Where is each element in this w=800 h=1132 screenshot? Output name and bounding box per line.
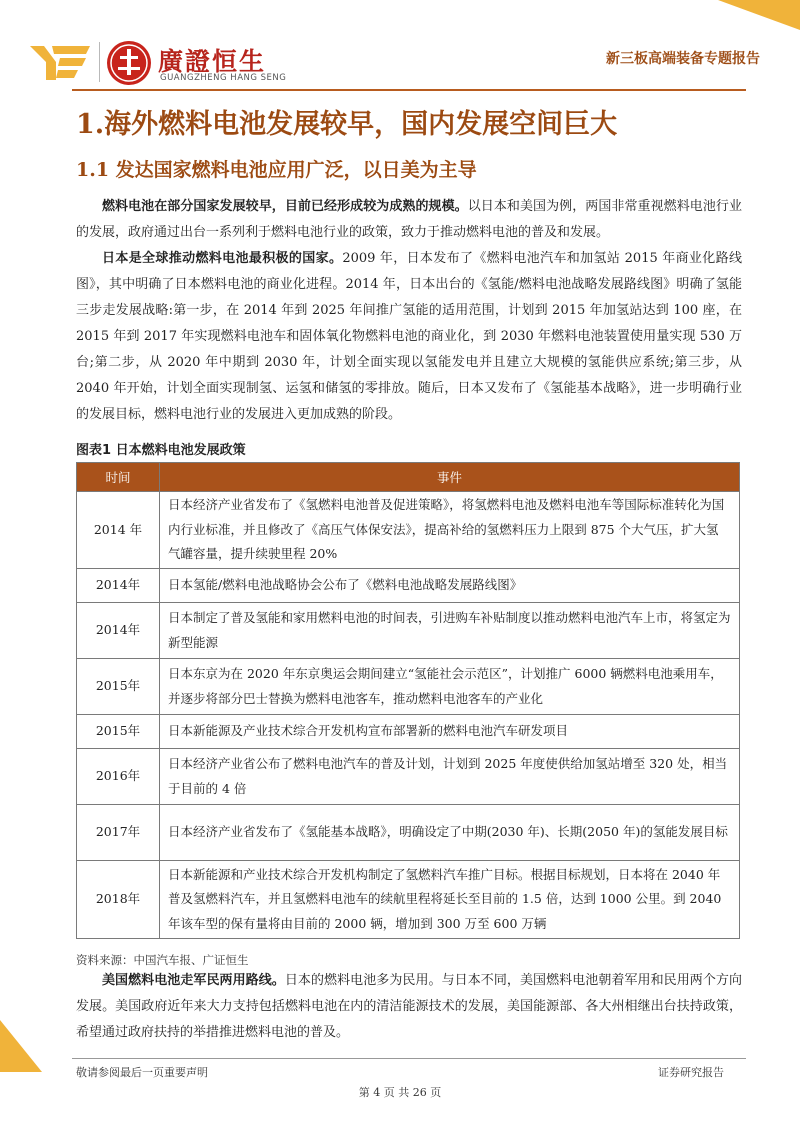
section-title: 1.海外燃料电池发展较早，国内发展空间巨大 <box>76 109 618 140</box>
logo-chinese-name: 廣證恒生 <box>158 47 267 76</box>
header-divider <box>72 89 746 91</box>
row-year: 2014 年 <box>77 492 160 569</box>
table-row <box>77 861 740 939</box>
corner-decoration-top <box>718 0 800 30</box>
table-row <box>77 749 740 805</box>
report-title: 新三板高端装备专题报告 <box>606 51 760 67</box>
row-year: 2015年 <box>77 659 160 715</box>
brand-logo-icon <box>30 40 90 82</box>
paragraph-lead: 美国燃料电池走军民两用路线。 <box>102 973 285 988</box>
row-event: 日本东京为在 2020 年东京奥运会期间建立“氢能社会示范区”，计划推广 6000 辆燃料电池乘用车，并逐步将部分巴士替换为燃料电池客车，推动燃料电池客车的产业化 <box>160 659 740 715</box>
seal-logo-icon <box>106 40 152 86</box>
table-row <box>77 715 740 749</box>
paragraph-body: 2009 年，日本发布了《燃料电池汽车和加氢站 2015 年商业化路线图》，其中明确了日本燃料电池的商业化进程。2014 年，日本出台的《氢能/燃料电池战略发展路线图》明确了氢能三步走发展战略:第一步，在 2014 年到 2025 年间推广氢能的适用范围，计划到 2015 年加氢站达到 100 座，在 2015 年到 2017 年实现燃料电池车和固体氧化物燃料电池的商业化，到 2030 年燃料电池装置使用量实现 530 万台;第二步，从 2020 年中期到 2030 年，计划全面实现以氢能发电并且建立大规模的氢能供应系统;第三步，从 2040 年开始，计划全面实现制氢、运氢和储氢的零排放。随后，日本又发布了《氢能基本战略》，进一步明确行业的发展目标，燃料电池行业的发展进入更加成熟的阶段。 <box>76 251 742 422</box>
paragraph-body: 以日本和美国为例，两国非常重视燃料电池行业的发展，政府通过出台一系列利于燃料电池行业的政策，致力于推动燃料电池的普及和发展。 <box>76 199 742 240</box>
paragraph-lead: 日本是全球推动燃料电池最积极的国家。 <box>102 251 343 266</box>
table-row <box>77 805 740 861</box>
row-event: 日本经济产业省发布了《氢燃料电池普及促进策略》，将氢燃料电池及燃料电池车等国际标准转化为国内行业标准，并且修改了《高压气体保安法》，提高补给的氢燃料压力上限到 875 个大气压，扩大氢气罐容量，提升续驶里程 20% <box>160 492 740 569</box>
row-year: 2015年 <box>77 715 160 749</box>
table-row <box>77 603 740 659</box>
footer-divider <box>72 1058 746 1059</box>
row-year: 2017年 <box>77 805 160 861</box>
table-row <box>77 659 740 715</box>
paragraph-japan <box>76 246 742 428</box>
row-year: 2014年 <box>77 603 160 659</box>
logo-separator <box>99 42 100 82</box>
disclaimer-note: 敬请参阅最后一页重要声明 <box>76 1066 208 1079</box>
column-header-event: 事件 <box>160 463 740 492</box>
paragraph-lead: 燃料电池在部分国家发展较早，目前已经形成较为成熟的规模。 <box>102 199 468 214</box>
row-event: 日本新能源及产业技术综合开发机构宣布部署新的燃料电池汽车研发项目 <box>160 715 740 749</box>
subsection-title: 1.1 发达国家燃料电池应用广泛，以日美为主导 <box>76 159 477 181</box>
table-title: 图表1 日本燃料电池发展政策 <box>76 443 246 458</box>
row-event: 日本制定了普及氢能和家用燃料电池的时间表，引进购车补贴制度以推动燃料电池汽车上市，将氢定为新型能源 <box>160 603 740 659</box>
row-year: 2018年 <box>77 861 160 939</box>
table-row <box>77 569 740 603</box>
logo-english-name: GUANGZHENG HANG SENG <box>160 73 287 83</box>
row-event: 日本氢能/燃料电池战略协会公布了《燃料电池战略发展路线图》 <box>160 569 740 603</box>
row-event: 日本经济产业省公布了燃料电池汽车的普及计划，计划到 2025 年度使供给加氢站增至 320 处，相当于目前的 4 倍 <box>160 749 740 805</box>
column-header-time: 时间 <box>77 463 160 492</box>
table-header-row <box>77 463 740 492</box>
policy-table <box>76 462 740 939</box>
table-row <box>77 492 740 569</box>
paragraph-body: 日本的燃料电池多为民用。与日本不同，美国燃料电池朝着军用和民用两个方向发展。美国政府近年来大力支持包括燃料电池在内的清洁能源技术的发展，美国能源部、各大州相继出台扶持政策，希望通过政府扶持的举措推进燃料电池的普及。 <box>76 973 742 1040</box>
row-year: 2016年 <box>77 749 160 805</box>
table-source: 资料来源：中国汽车报、广证恒生 <box>76 953 249 967</box>
row-event: 日本经济产业省发布了《氢能基本战略》，明确设定了中期(2030 年)、长期(2050 年)的氢能发展目标 <box>160 805 740 861</box>
row-year: 2014年 <box>77 569 160 603</box>
row-event: 日本新能源和产业技术综合开发机构制定了氢燃料汽车推广目标。根据目标规划，日本将在 2040 年普及氢燃料汽车，并且氢燃料电池车的续航里程将延长至目前的 1.5 倍，达到 1000 公里。到 2040 年该车型的保有量将由目前的 2000 辆，增加到 300 万至 600 万辆 <box>160 861 740 939</box>
corner-decoration-bottom <box>0 1020 42 1072</box>
page-number: 第 4 页 共 26 页 <box>358 1086 442 1099</box>
paragraph-usa <box>76 968 742 1046</box>
paragraph-intro <box>76 194 742 246</box>
report-type: 证券研究报告 <box>658 1066 724 1079</box>
